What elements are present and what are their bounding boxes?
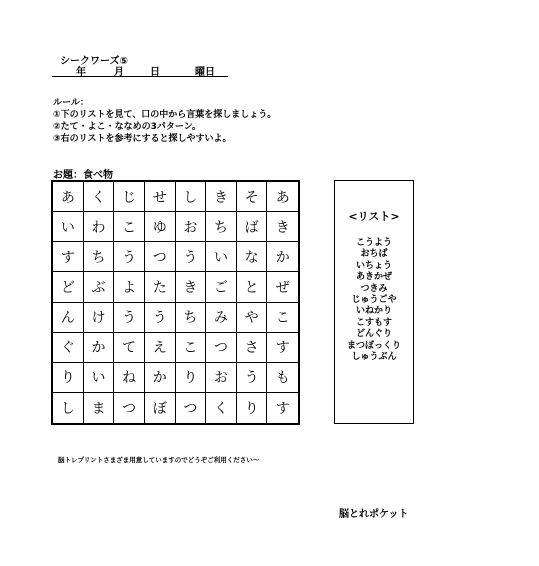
grid-cell: せ	[145, 182, 176, 212]
grid-cell: う	[114, 303, 145, 333]
grid-cell: り	[176, 363, 207, 393]
grid-cell: た	[145, 272, 176, 302]
grid-cell: す	[275, 400, 290, 417]
grid-cell: え	[145, 333, 176, 363]
rules-heading: ルール：	[53, 98, 89, 108]
date-label-weekday: 曜日	[195, 67, 215, 78]
grid-cell: し	[176, 182, 207, 212]
grid-cell: ち	[206, 212, 237, 242]
grid-cell: ち	[84, 242, 115, 272]
grid-cell: こ	[114, 212, 145, 242]
grid-cell: ね	[114, 363, 145, 393]
date-line	[52, 63, 228, 77]
grid-cell: わ	[84, 212, 115, 242]
word-list-item: いねかり	[355, 306, 392, 317]
word-list-item: しゅうぶん	[351, 352, 397, 363]
grid-cell: す	[267, 333, 298, 363]
grid-cell: も	[267, 363, 298, 393]
grid-cell: み	[206, 303, 237, 333]
grid-cell: き	[206, 182, 237, 212]
grid-cell: ん	[53, 303, 84, 333]
grid-cell: け	[84, 303, 115, 333]
grid-cell: じ	[114, 182, 145, 212]
rule-3: ③右のリストを参考にすると探しやすいよ。	[53, 134, 232, 144]
grid-cell: お	[206, 363, 237, 393]
grid-cell: う	[237, 363, 268, 393]
date-label-year: 年	[76, 67, 86, 78]
word-list-item: いちょう	[355, 260, 392, 271]
grid-cell: く	[206, 393, 237, 423]
word-list-item: まつぼっくり	[346, 340, 401, 351]
grid-cell: か	[267, 242, 298, 272]
grid-cell: ど	[53, 272, 84, 302]
grid-cell: き	[267, 212, 298, 242]
word-list-item: つきみ	[360, 283, 388, 294]
grid-cell: お	[176, 212, 207, 242]
word-list-box	[334, 180, 414, 424]
grid-cell: ぐ	[53, 333, 84, 363]
rule-1: ①下のリストを見て、口の中から言葉を探しましょう。	[53, 110, 277, 120]
word-list-title: <リスト>	[348, 210, 400, 223]
grid-cell: つ	[176, 393, 207, 423]
word-list-item: こうよう	[355, 238, 392, 248]
grid-cell: り	[237, 393, 268, 423]
brand-name: 脳とれポケット	[339, 509, 409, 520]
grid-cell: う	[176, 242, 207, 272]
grid-cell: あ	[267, 182, 298, 212]
grid-cell: て	[114, 333, 145, 363]
worksheet-title: シークワーズ⑤	[60, 56, 128, 67]
grid-cell: か	[145, 363, 176, 393]
word-list	[335, 238, 413, 363]
grid-cell: こ	[267, 303, 298, 333]
grid-cell: よ	[114, 272, 145, 302]
grid-cell: う	[114, 242, 145, 272]
word-search-grid	[51, 180, 300, 425]
date-label-day: 日	[150, 67, 160, 78]
grid-cell: ぼ	[145, 393, 176, 423]
grid-cell: そ	[237, 182, 268, 212]
grid-cell: つ	[145, 242, 176, 272]
grid-cell: ば	[237, 212, 268, 242]
word-list-item: どんぐり	[355, 329, 392, 340]
date-label-month: 月	[114, 67, 124, 78]
grid-cell: う	[145, 303, 176, 333]
grid-cell: く	[84, 182, 115, 212]
grid-cell: こ	[176, 333, 207, 363]
word-list-item: こすもす	[355, 317, 392, 328]
grid-cell: ま	[84, 393, 115, 423]
grid-cell: ぶ	[84, 272, 115, 302]
grid-cell: い	[206, 242, 237, 272]
grid-cell: り	[53, 363, 84, 393]
footnote: 脳トレプリントさまざま用意していますのでどうぞご利用ください～	[58, 456, 260, 464]
grid-cell: さ	[237, 333, 268, 363]
grid-cell: つ	[114, 393, 145, 423]
grid-cell: ち	[176, 303, 207, 333]
grid-cell: し	[53, 393, 84, 423]
rule-2: ②たて・よこ・ななめの3パターン。	[53, 122, 201, 132]
grid-cell: ゆ	[145, 212, 176, 242]
grid-cell: か	[84, 333, 115, 363]
word-list-item: おちば	[360, 249, 388, 260]
topic-label: お題：食べ物	[53, 170, 113, 181]
grid-cell: す	[53, 242, 84, 272]
grid-cell: あ	[53, 182, 84, 212]
grid-cell: や	[237, 303, 268, 333]
grid-cell: い	[53, 212, 84, 242]
grid-cell: な	[237, 242, 268, 272]
word-list-item: じゅうごや	[351, 295, 397, 306]
grid-cell: と	[237, 272, 268, 302]
grid-cell: ご	[206, 272, 237, 302]
grid-cell: い	[84, 363, 115, 393]
grid-cell: き	[176, 272, 207, 302]
word-list-item: あきかぜ	[355, 272, 392, 283]
grid-cell: ぜ	[267, 272, 298, 302]
grid-cell: つ	[206, 333, 237, 363]
